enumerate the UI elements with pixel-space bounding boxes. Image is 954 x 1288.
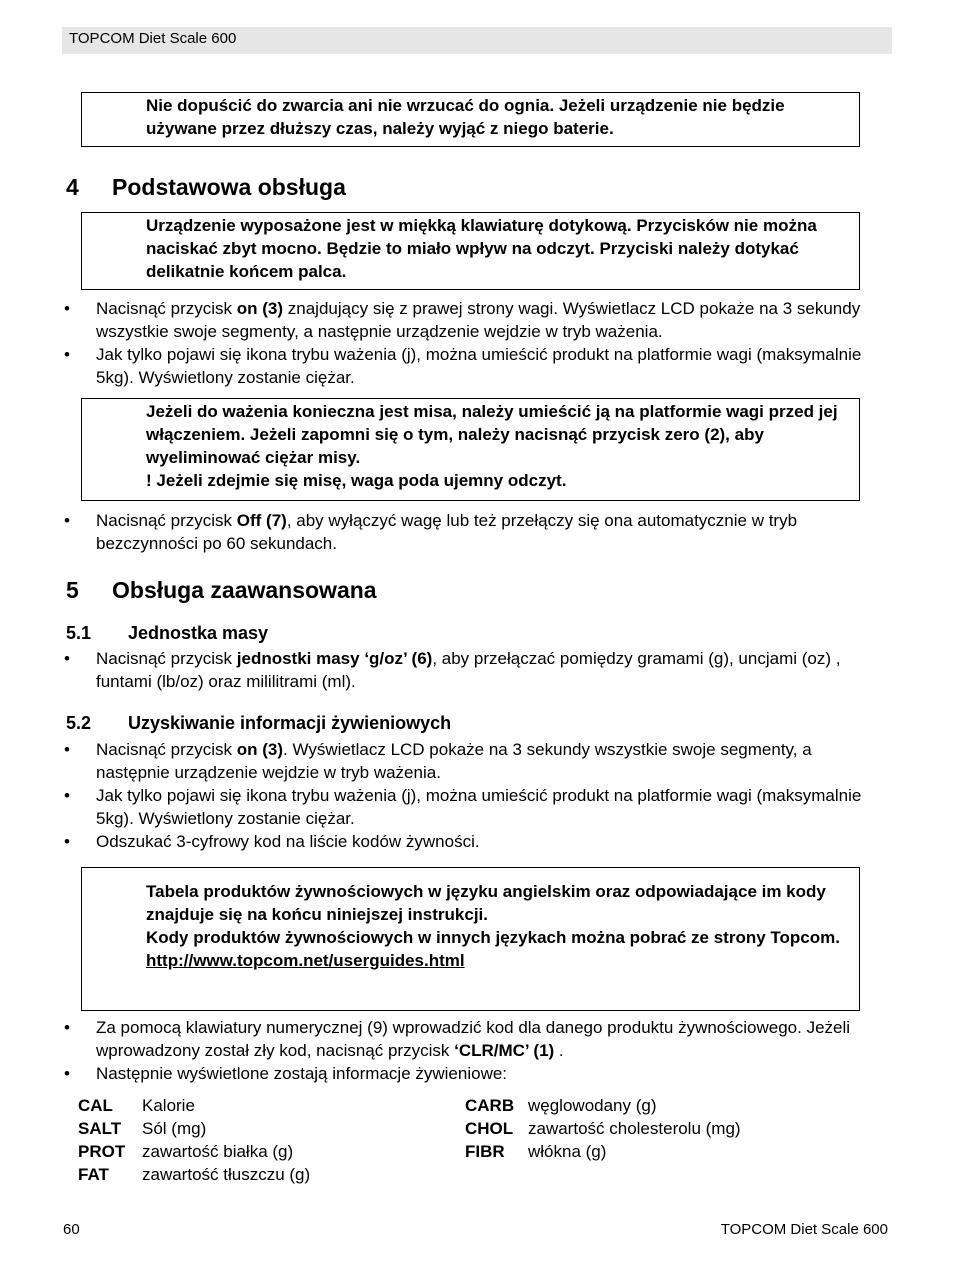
- nutrition-row: FAT zawartość tłuszczu (g): [78, 1165, 311, 1184]
- list-item: • Nacisnąć przycisk Off (7), aby wyłączyć wagę lub też przełączy się ona automatycznie w tryb bezczynności po 60 sekundach.: [64, 511, 798, 553]
- nutrition-row: CAL Kalorie: [78, 1096, 195, 1115]
- nutrition-row: SALT Sól (mg): [78, 1119, 207, 1138]
- footer-title: TOPCOM Diet Scale 600: [720, 1221, 888, 1238]
- note-food-table-text: Tabela produktów żywnościowych w języku angielskim oraz odpowiadające im kody znajduje się na końcu niniejszej instrukcji.: [146, 882, 826, 924]
- section-4-heading: [66, 173, 346, 201]
- subsection-title: Uzyskiwanie informacji żywieniowych: [128, 713, 452, 733]
- nutrition-list-left: [78, 1094, 310, 1186]
- list-item: • Nacisnąć przycisk on (3) znajdujący się z prawej strony wagi. Wyświetlacz LCD pokaże na 3 sekundy wszystkie swoje segmenty, a następnie urządzenie wejdzie w tryb ważenia.: [64, 299, 861, 341]
- subsection-5-2-list: [0, 738, 886, 853]
- nutrition-row: CARB węglowodany (g): [465, 1096, 657, 1115]
- note-keypad: [81, 212, 860, 290]
- list-item: • Za pomocą klawiatury numerycznej (9) wprowadzić kod dla danego produktu żywnościowego. Jeżeli wprowadzony został zły kod, nacisnąć przycisk ‘CLR/MC’ (1) .: [64, 1018, 851, 1060]
- nutrition-row: PROT zawartość białka (g): [78, 1142, 294, 1161]
- bullet-glyph: •: [64, 511, 70, 530]
- list-item: • Jak tylko pojawi się ikona trybu ważenia (j), można umieścić produkt na platformie wagi (maksymalnie 5kg). Wyświetlony zostanie ciężar.: [64, 786, 862, 828]
- note-bowl-text: Jeżeli do ważenia konieczna jest misa, należy umieścić ją na platformie wagi przed jej włączeniem. Jeżeli zapomni się o tym, należy nacisnąć przycisk zero (2), aby wyeliminować ciężar misy.: [146, 402, 838, 467]
- userguides-link[interactable]: http://www.topcom.net/userguides.html: [146, 951, 465, 970]
- subsection-number: 5.1: [66, 623, 92, 643]
- note-keypad-text: Urządzenie wyposażone jest w miękką klawiaturę dotykową. Przycisków nie można naciskać zbyt mocno. Będzie to miało wpływ na odczyt. Przyciski należy dotykać delikatnie końcem palca.: [146, 216, 817, 281]
- nutrition-row: CHOL zawartość cholesterolu (mg): [465, 1119, 741, 1138]
- subsection-5-2-list-2: [0, 1016, 886, 1085]
- subsection-number: 5.2: [66, 713, 92, 733]
- section-4-list: [0, 297, 886, 389]
- list-item: • Nacisnąć przycisk jednostki masy ‘g/oz’ (6), aby przełączać pomiędzy gramami (g), uncjami (oz) , funtami (lb/oz) oraz mililitrami (ml).: [64, 649, 841, 691]
- page-header: [62, 27, 892, 54]
- list-item: • Nacisnąć przycisk on (3). Wyświetlacz LCD pokaże na 3 sekundy wszystkie swoje segmenty, a następnie urządzenie wejdzie w tryb ważenia.: [64, 740, 812, 782]
- section-title: Obsługa zaawansowana: [112, 577, 377, 603]
- bullet-glyph: •: [64, 299, 70, 318]
- section-4-list-2: [0, 509, 886, 555]
- list-item: • Następnie wyświetlone zostają informacje żywieniowe:: [64, 1064, 508, 1083]
- subsection-5-2-heading: [66, 712, 451, 734]
- subsection-5-1-heading: [66, 622, 268, 644]
- section-5-heading: [66, 576, 377, 604]
- note-food-table: [81, 867, 860, 1011]
- subsection-title: Jednostka masy: [128, 623, 269, 643]
- page-number: 60: [63, 1221, 80, 1238]
- list-item: • Odszukać 3-cyfrowy kod na liście kodów żywności.: [64, 832, 480, 851]
- note-battery-text: Nie dopuścić do zwarcia ani nie wrzucać do ognia. Jeżeli urządzenie nie będzie używane przez dłuższy czas, należy wyjąć z niego baterie.: [146, 96, 785, 138]
- note-battery: [81, 92, 860, 147]
- bullet-glyph: •: [64, 345, 70, 364]
- section-title: Podstawowa obsługa: [112, 174, 346, 200]
- section-number: 5: [66, 577, 79, 603]
- subsection-5-1-list: [0, 647, 886, 693]
- nutrition-list-right: [465, 1094, 741, 1163]
- bullet-glyph: •: [64, 786, 70, 805]
- bullet-glyph: •: [64, 832, 70, 851]
- header-title: TOPCOM Diet Scale 600: [69, 30, 237, 47]
- bullet-glyph: •: [64, 649, 70, 668]
- bullet-glyph: •: [64, 740, 70, 759]
- note-food-table-download: Kody produktów żywnościowych w innych językach można pobrać ze strony Topcom.: [146, 928, 840, 947]
- bullet-glyph: •: [64, 1064, 70, 1083]
- bullet-glyph: •: [64, 1018, 70, 1037]
- nutrition-row: FIBR włókna (g): [465, 1142, 607, 1161]
- note-bowl-warning: ! Jeżeli zdejmie się misę, waga poda ujemny odczyt.: [146, 471, 567, 490]
- section-number: 4: [66, 174, 79, 200]
- note-bowl: [81, 398, 860, 501]
- list-item: • Jak tylko pojawi się ikona trybu ważenia (j), można umieścić produkt na platformie wagi (maksymalnie 5kg). Wyświetlony zostanie ciężar.: [64, 345, 862, 387]
